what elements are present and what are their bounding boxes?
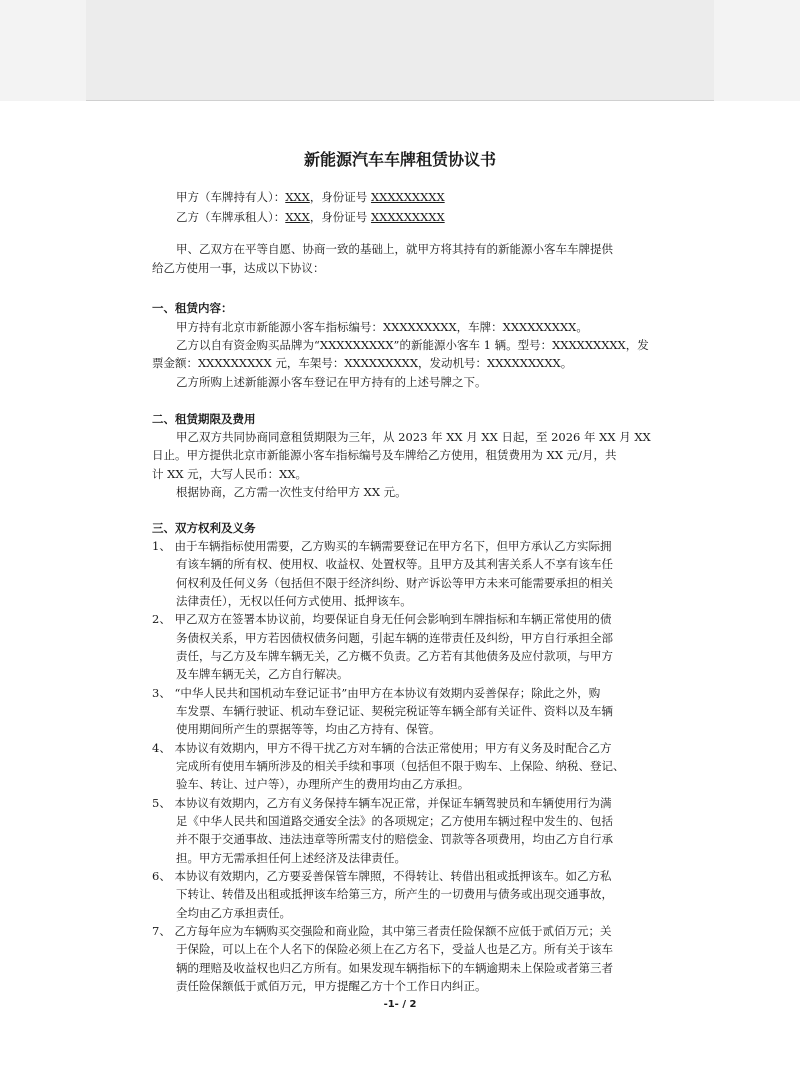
party-a-label: 甲方（车牌持有人）： xyxy=(176,190,286,204)
section-1-line: 票金额：XXXXXXXXX 元，车架号：XXXXXXXXX，发动机号：XXXXXXXXX。 xyxy=(152,356,573,370)
party-b-id-label: ，身份证号 xyxy=(309,210,371,224)
section-3-line: 何权利及任何义务（包括但不限于经济纠纷、财产诉讼等甲方未来可能需要承担的相关 xyxy=(176,576,613,590)
section-3-line: 1、 由于车辆指标使用需要，乙方购买的车辆需要登记在甲方名下，但甲方承认乙方实际拥 xyxy=(152,539,612,553)
section-3-line: 完成所有使用车辆所涉及的相关手续和事项（包括但不限于购车、上保险、纳税、登记、 xyxy=(176,759,625,773)
section-3-line: 使用期间所产生的票据等等，均由乙方持有、保管。 xyxy=(176,722,441,736)
section-3-line: 验车、转让、过户等），办理所产生的费用均由乙方承担。 xyxy=(176,777,470,791)
section-1-line: 乙方以自有资金购买品牌为“XXXXXXXXX”的新能源小客车 1 辆。型号：XXXXXXXXX，发 xyxy=(176,338,649,352)
party-a-name: XXX xyxy=(285,190,310,204)
section-2-heading: 二、租赁期限及费用 xyxy=(152,412,256,426)
section-3-line: 法律责任），无权以任何方式使用、抵押该车。 xyxy=(176,594,412,608)
section-3-line: 车发票、车辆行驶证、机动车登记证、契税完税证等车辆全部有关证件、资料以及车辆 xyxy=(176,704,613,718)
section-3-line: 2、 甲乙双方在签署本协议前，均要保证自身无任何会影响到车牌指标和车辆正常使用的债 xyxy=(152,612,612,626)
viewer-top-band xyxy=(0,0,800,101)
section-3-line: 并不限于交通事故、违法违章等所需支付的赔偿金、罚款等各项费用，均由乙方自行承 xyxy=(176,832,613,846)
section-3-line: 责任险保额低于贰佰万元，甲方提醒乙方十个工作日内纠正。 xyxy=(176,979,487,993)
section-3-line: 下转让、转借及出租或抵押该车给第三方，所产生的一切费用与债务或出现交通事故， xyxy=(176,887,613,901)
page-number: -1- / 2 xyxy=(383,999,417,1010)
section-3-line: 责任，与乙方及车牌车辆无关，乙方概不负责。乙方若有其他债务及应付款项，与甲方 xyxy=(176,649,613,663)
party-a-id-label: ，身份证号 xyxy=(309,190,371,204)
section-3-line: 6、 本协议有效期内，乙方要妥善保管车牌照，不得转让、转借出租或抵押该车。如乙方私 xyxy=(152,869,612,883)
section-3-line: 3、 “中华人民共和国机动车登记证书”由甲方在本协议有效期内妥善保存；除此之外，购 xyxy=(152,686,601,700)
party-a-id: XXXXXXXXX xyxy=(370,190,445,204)
section-3-line: 及车牌车辆无关，乙方自行解决。 xyxy=(176,667,349,681)
section-2-line: 计 XX 元，大写人民币：XX。 xyxy=(152,467,308,481)
document-title: 新能源汽车车牌租赁协议书 xyxy=(303,150,496,169)
section-2-line: 根据协商，乙方需一次性支付给甲方 XX 元。 xyxy=(176,485,407,499)
section-2-line: 甲乙双方共同协商同意租赁期限为三年，从 2023 年 XX 月 XX 日起，至 2026 年 XX 月 XX xyxy=(176,430,651,444)
section-3-heading: 三、双方权利及义务 xyxy=(152,521,256,535)
intro-line: 甲、乙双方在平等自愿、协商一致的基础上，就甲方将其持有的新能源小客车车牌提供 xyxy=(176,242,613,256)
section-3-line: 全均由乙方承担责任。 xyxy=(176,906,291,920)
section-3-line: 于保险，可以上在个人名下的保险必须上在乙方名下，受益人也是乙方。所有关于该车 xyxy=(176,942,613,956)
section-3-line: 足《中华人民共和国道路交通安全法》的各项规定；乙方使用车辆过程中发生的、包括 xyxy=(176,814,613,828)
section-1-line: 甲方持有北京市新能源小客车指标编号：XXXXXXXXX，车牌：XXXXXXXXX。 xyxy=(176,320,588,334)
section-3-line: 担。甲方无需承担任何上述经济及法律责任。 xyxy=(176,851,406,865)
section-3-line: 有该车辆的所有权、使用权、收益权、处置权等。且甲方及其利害关系人不享有该车任 xyxy=(176,557,613,571)
party-b-line xyxy=(176,210,445,224)
section-3-line: 5、 本协议有效期内，乙方有义务保持车辆车况正常，并保证车辆驾驶员和车辆使用行为满 xyxy=(152,796,612,810)
party-b-label: 乙方（车牌承租人）： xyxy=(176,210,286,224)
party-b-id: XXXXXXXXX xyxy=(370,210,445,224)
section-2-line: 日止。甲方提供北京市新能源小客车指标编号及车牌给乙方使用，租赁费用为 XX 元/月，共 xyxy=(152,448,617,462)
section-3-line: 7、 乙方每年应为车辆购买交强险和商业险，其中第三者责任险保额不应低于贰佰万元；关 xyxy=(152,924,612,938)
intro-line: 给乙方使用一事，达成以下协议： xyxy=(152,261,325,275)
section-1-heading: 一、租赁内容： xyxy=(152,301,233,315)
section-3-line: 4、 本协议有效期内，甲方不得干扰乙方对车辆的合法正常使用；甲方有义务及时配合乙方 xyxy=(152,741,612,755)
document-page xyxy=(0,101,800,1067)
section-3-line: 务债权关系，甲方若因债权债务问题，引起车辆的连带责任及纠纷，甲方自行承担全部 xyxy=(176,631,613,645)
party-a-line xyxy=(176,190,445,204)
previous-page-area xyxy=(86,0,714,101)
party-b-name: XXX xyxy=(285,210,310,224)
section-1-line: 乙方所购上述新能源小客车登记在甲方持有的上述号牌之下。 xyxy=(176,375,487,389)
section-3-line: 辆的理赔及收益权也归乙方所有。如果发现车辆指标下的车辆逾期未上保险或者第三者 xyxy=(176,961,613,975)
